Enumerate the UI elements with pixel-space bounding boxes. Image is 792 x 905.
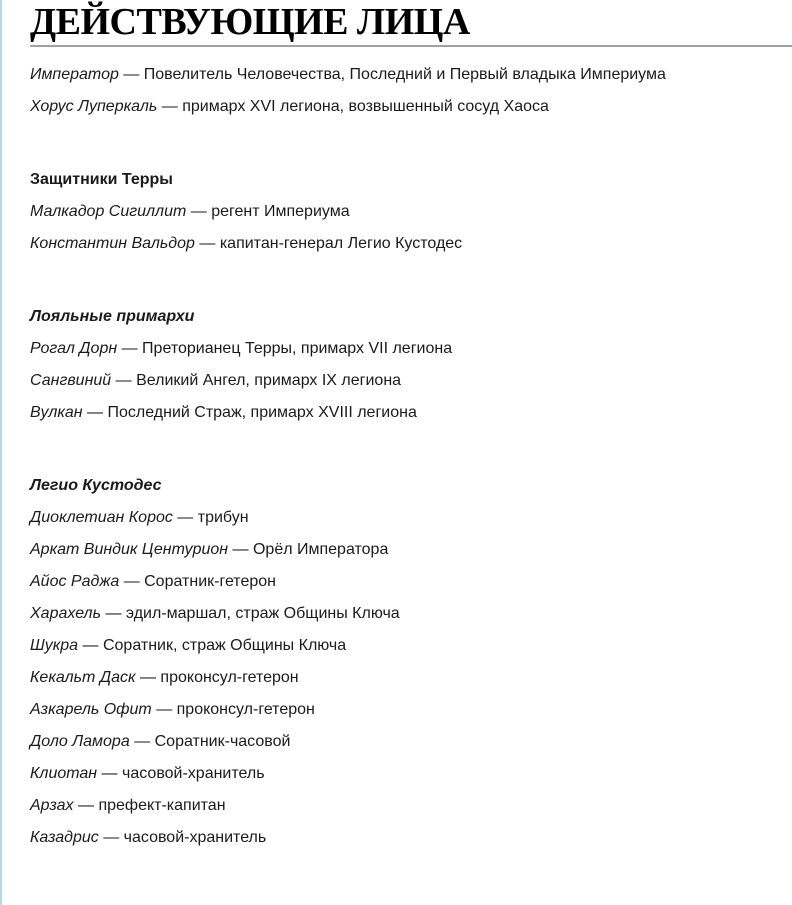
section-header: Легио Кустодес <box>30 476 162 494</box>
character-role: — трибун <box>172 508 249 526</box>
character-entry <box>30 700 792 719</box>
character-name: Сангвиний <box>30 371 112 389</box>
character-name: Клиотан <box>30 764 98 782</box>
character-name: Император <box>30 65 119 83</box>
character-entry <box>30 572 792 591</box>
character-role: — капитан-генерал Легио Кустодес <box>194 234 463 252</box>
character-name: Хорус Луперкаль <box>30 97 158 115</box>
character-role: — Орёл Императора <box>228 540 389 558</box>
character-role: — префект-капитан <box>73 796 226 814</box>
character-name: Казадрис <box>30 828 99 846</box>
character-entry <box>30 796 792 815</box>
character-entry <box>30 97 792 116</box>
character-name: Айос Раджа <box>30 572 120 590</box>
character-name: Малкадор Сигиллит <box>30 202 187 220</box>
character-role: — проконсул-гетерон <box>135 668 299 686</box>
character-role: — Соратник-часовой <box>129 732 291 750</box>
character-entry <box>30 668 792 687</box>
character-name: Шукра <box>30 636 79 654</box>
character-entry <box>30 234 792 253</box>
character-name: Рогал Дорн <box>30 339 118 357</box>
character-role: — Соратник, страж Общины Ключа <box>78 636 347 654</box>
character-role: — регент Империума <box>186 202 350 220</box>
character-list <box>30 65 792 847</box>
character-entry <box>30 764 792 783</box>
character-name: Аркат Виндик Центурион <box>30 540 229 558</box>
character-name: Кекальт Даск <box>30 668 136 686</box>
character-name: Вулкан <box>30 403 83 421</box>
character-role: — часовой-хранитель <box>97 764 265 782</box>
character-entry <box>30 371 792 390</box>
character-entry <box>30 828 792 847</box>
section-header: Защитники Терры <box>30 170 173 188</box>
character-name: Доло Ламора <box>30 732 130 750</box>
character-entry <box>30 202 792 221</box>
character-role: — эдил-маршал, страж Общины Ключа <box>101 604 400 622</box>
character-entry <box>30 636 792 655</box>
character-role: — проконсул-гетерон <box>151 700 315 718</box>
character-name: Арзах <box>30 796 74 814</box>
character-role: — Преторианец Терры, примарх VII легиона <box>117 339 453 357</box>
character-name: Константин Вальдор <box>30 234 195 252</box>
character-name: Харахель <box>30 604 101 622</box>
section-header: Лояльные примархи <box>30 307 195 325</box>
character-name: Азкарель Офит <box>30 700 152 718</box>
character-entry <box>30 403 792 422</box>
character-entry <box>30 732 792 751</box>
character-role: — Последний Страж, примарх XVIII легиона <box>82 403 417 421</box>
character-role: — Великий Ангел, примарх IX легиона <box>111 371 402 389</box>
character-entry <box>30 540 792 559</box>
character-role: — часовой-хранитель <box>98 828 267 846</box>
page-title: ДЕЙСТВУЮЩИЕ ЛИЦА <box>30 2 792 47</box>
character-role: — Повелитель Человечества, Последний и Первый владыка Империума <box>118 65 666 83</box>
character-entry <box>30 604 792 623</box>
character-entry <box>30 339 792 358</box>
character-entry <box>30 508 792 527</box>
character-entry <box>30 65 792 84</box>
character-name: Диоклетиан Корос <box>30 508 173 526</box>
character-role: — примарх XVI легиона, возвышенный сосуд Хаоса <box>157 97 549 115</box>
character-role: — Соратник-гетерон <box>119 572 276 590</box>
